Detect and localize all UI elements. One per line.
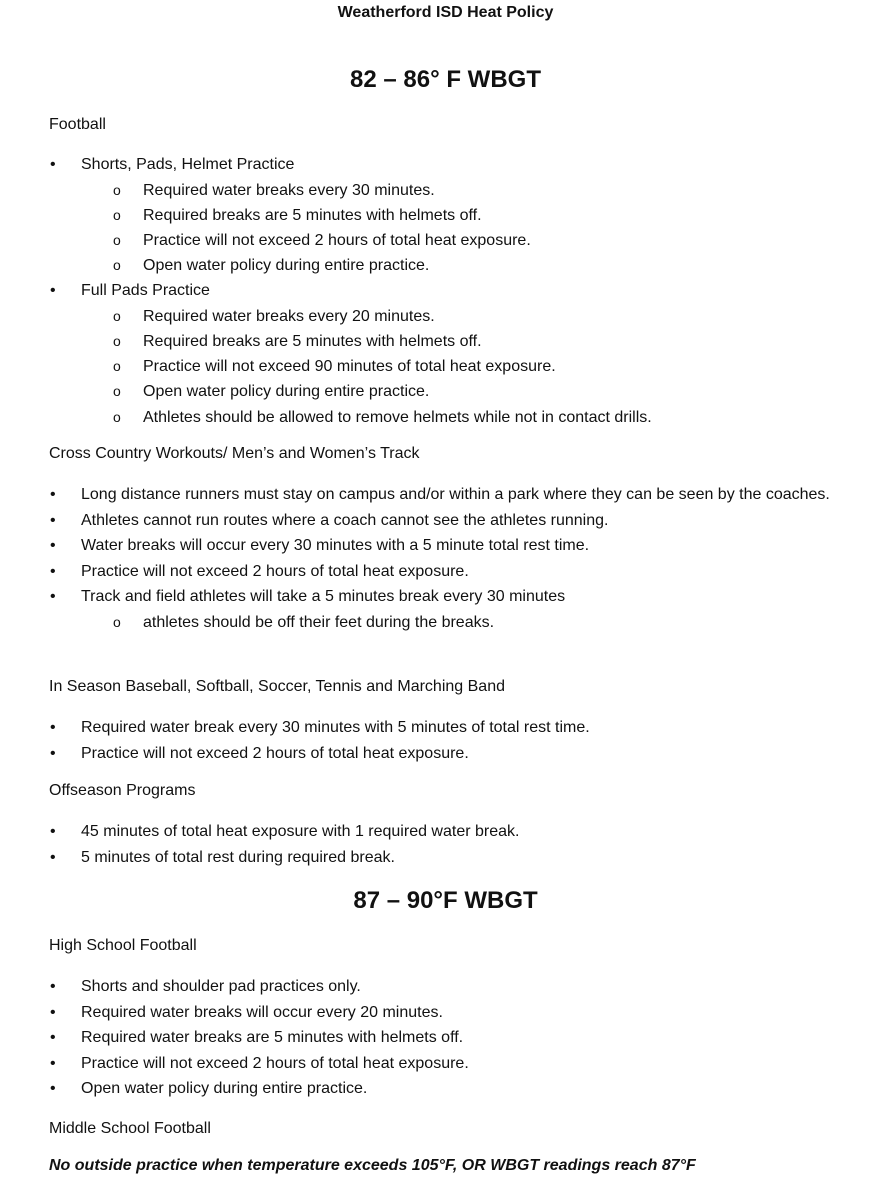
list-item-text: Athletes cannot run routes where a coach cannot see the athletes running. xyxy=(81,511,609,529)
bullet-marker: • xyxy=(50,1029,56,1046)
sub-list-item xyxy=(81,178,841,203)
sub-list-item xyxy=(81,203,841,228)
bullet-marker: • xyxy=(50,744,56,762)
sub-bullet-marker: o xyxy=(113,257,121,274)
list-item-text: Practice will not exceed 2 hours of total heat exposure. xyxy=(81,1054,469,1072)
bullet-marker: • xyxy=(50,511,56,529)
list-item xyxy=(0,715,891,741)
bullet-marker: • xyxy=(50,282,56,300)
in-season-list xyxy=(0,715,891,766)
section-heading-hs-football: High School Football xyxy=(49,937,197,954)
bullet-marker: • xyxy=(50,719,56,736)
sub-list-item xyxy=(81,329,841,354)
sub-list xyxy=(81,610,841,635)
document-title: Weatherford ISD Heat Policy xyxy=(337,4,554,21)
list-item xyxy=(0,1076,891,1102)
list-item-text: Required water break every 30 minutes with 5 minutes of total rest time. xyxy=(81,719,590,736)
sub-bullet-marker: o xyxy=(113,231,121,248)
sub-bullet-marker: o xyxy=(113,181,121,198)
sub-list-item-text: Required breaks are 5 minutes with helmets off. xyxy=(143,206,482,224)
bullet-marker: • xyxy=(50,848,56,866)
section-heading-cross-country: Cross Country Workouts/ Men’s and Women’s Track xyxy=(49,445,420,462)
section-heading-football: Football xyxy=(49,116,106,133)
section-heading-offseason: Offseason Programs xyxy=(49,782,196,799)
list-item-text: Open water policy during entire practice. xyxy=(81,1080,368,1097)
sub-bullet-marker: o xyxy=(113,333,121,350)
sub-bullet-marker: o xyxy=(113,383,121,400)
sub-bullet-marker: o xyxy=(113,408,121,425)
sub-list-item xyxy=(81,354,841,379)
list-item-text: Required water breaks are 5 minutes with helmets off. xyxy=(81,1029,464,1046)
sub-list xyxy=(81,304,841,430)
list-item xyxy=(0,508,891,534)
list-item xyxy=(0,559,891,585)
bullet-marker: • xyxy=(50,978,56,995)
sub-bullet-marker: o xyxy=(113,206,121,223)
football-list xyxy=(0,152,891,430)
sub-list-item xyxy=(81,610,841,635)
range-heading-87-90: 87 – 90°F WBGT xyxy=(353,887,538,914)
bullet-marker: • xyxy=(50,1054,56,1072)
list-item xyxy=(0,819,891,845)
list-item xyxy=(0,974,891,1000)
sub-list-item-text: Open water policy during entire practice. xyxy=(143,383,430,401)
heat-warning-text: No outside practice when temperature exceeds 105°F, OR WBGT readings reach 87°F xyxy=(49,1157,696,1174)
sub-list-item xyxy=(81,228,841,253)
sub-list-item xyxy=(81,405,841,430)
list-item-text: 45 minutes of total heat exposure with 1 required water break. xyxy=(81,823,520,840)
list-item-text: Practice will not exceed 2 hours of total heat exposure. xyxy=(81,744,469,762)
list-item xyxy=(0,482,891,508)
list-item xyxy=(0,741,891,767)
sub-list-item-text: Athletes should be allowed to remove helmets while not in contact drills. xyxy=(143,408,652,426)
list-item xyxy=(0,845,891,871)
bullet-marker: • xyxy=(50,588,56,605)
bullet-marker: • xyxy=(50,823,56,840)
sub-list-item-text: Open water policy during entire practice. xyxy=(143,257,430,275)
section-heading-ms-football: Middle School Football xyxy=(49,1120,211,1137)
sub-list-item-text: Required breaks are 5 minutes with helmets off. xyxy=(143,333,482,351)
list-item-text: Water breaks will occur every 30 minutes with a 5 minute total rest time. xyxy=(81,537,590,554)
list-item xyxy=(0,533,891,559)
range-heading-82-86: 82 – 86° F WBGT xyxy=(350,66,541,93)
sub-list-item-text: Practice will not exceed 2 hours of total heat exposure. xyxy=(143,231,531,249)
list-item-text: Shorts and shoulder pad practices only. xyxy=(81,978,361,995)
list-item xyxy=(0,1000,891,1026)
sub-list-item-text: Practice will not exceed 90 minutes of total heat exposure. xyxy=(143,358,556,376)
sub-list xyxy=(81,178,841,279)
list-item-text: Track and field athletes will take a 5 minutes break every 30 minutes xyxy=(81,588,566,605)
hs-football-list xyxy=(0,974,891,1102)
offseason-list xyxy=(0,819,891,870)
bullet-marker: • xyxy=(50,562,56,580)
list-item xyxy=(0,1025,891,1051)
list-item xyxy=(0,152,891,278)
list-item-text: Practice will not exceed 2 hours of total heat exposure. xyxy=(81,562,469,580)
bullet-marker: • xyxy=(50,486,56,503)
list-item-text: Shorts, Pads, Helmet Practice xyxy=(81,156,295,173)
list-item-text: Long distance runners must stay on campus and/or within a park where they can be seen by the coaches. xyxy=(81,486,830,503)
list-item-text: Required water breaks will occur every 20 minutes. xyxy=(81,1003,443,1021)
bullet-marker: • xyxy=(50,156,56,173)
cross-country-list xyxy=(0,482,891,635)
bullet-marker: • xyxy=(50,1080,56,1097)
list-item-text: Full Pads Practice xyxy=(81,282,210,300)
list-item xyxy=(0,278,891,430)
list-item xyxy=(0,1051,891,1077)
sub-list-item xyxy=(81,253,841,278)
sub-list-item xyxy=(81,379,841,404)
list-item-text: 5 minutes of total rest during required break. xyxy=(81,848,395,866)
bullet-marker: • xyxy=(50,1003,56,1021)
sub-list-item-text: athletes should be off their feet during the breaks. xyxy=(143,613,495,631)
list-item xyxy=(0,584,891,635)
sub-list-item xyxy=(81,304,841,329)
section-heading-in-season: In Season Baseball, Softball, Soccer, Tennis and Marching Band xyxy=(49,678,505,695)
sub-bullet-marker: o xyxy=(113,613,121,630)
sub-bullet-marker: o xyxy=(113,307,121,324)
sub-bullet-marker: o xyxy=(113,358,121,375)
sub-list-item-text: Required water breaks every 20 minutes. xyxy=(143,307,435,325)
bullet-marker: • xyxy=(50,537,56,554)
sub-list-item-text: Required water breaks every 30 minutes. xyxy=(143,181,435,199)
